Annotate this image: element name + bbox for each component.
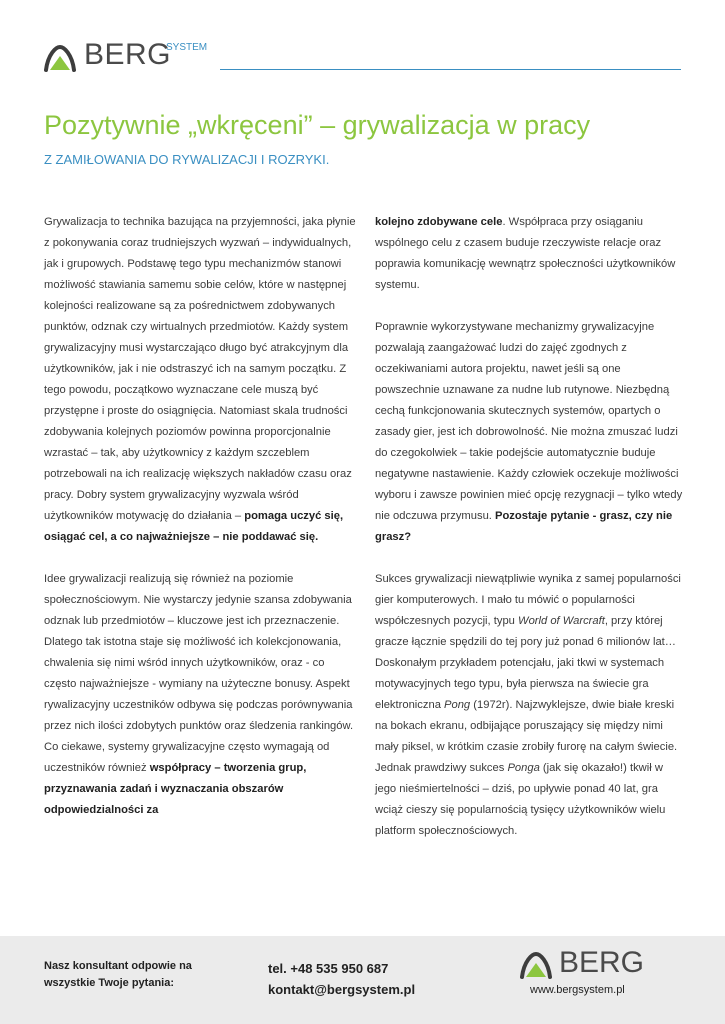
website-link[interactable]: www.bergsystem.pl: [530, 984, 625, 996]
paragraph: kolejno zdobywane cele. Współpraca przy osiąganiu wspólnego celu z czasem buduje rzeczywiste relacje oraz poprawia komunikację wewnątrz społeczności użytkowników systemu.: [375, 216, 676, 291]
paragraph: Idee grywalizacji realizują się również na poziomie społecznościowym. Nie wystarczy jedynie szansa zdobywania odznak lub przedmiotów – kluczowe jest ich przeznaczenie. Dlatego tak istotna staje się możliwość ich kolekcjonowania, chwalenia się nimi wśród innych użytkowników, oraz - co często najważniejsze - wymiany na użyteczne bonusy. Aspekt rywalizacyjny uczestników odbywa się podczas porównywania przez nich ilości zdobytych punktów oraz śledzenia rankingów. Co ciekawe, systemy grywalizacyjne często wymagają od uczestników również współpracy – tworzenia grup, przyznawania zadań i wyznaczania obszarów odpowiedzialności za: [44, 573, 354, 816]
footer-logo-name: BERG: [559, 946, 645, 979]
article-column-right: [375, 212, 685, 863]
header-divider: [220, 69, 681, 70]
page-footer: [0, 936, 725, 1024]
paragraph: Grywalizacja to technika bazująca na przyjemności, jaka płynie z pokonywania coraz trudniejszych wyzwań – indywidualnych, jak i grupowych. Podstawę tego typu mechanizmów stanowi możliwość stawiania samemu sobie celów, które w następnej kolejności realizowane są za pośrednictwem zdobywanych punktów, odznak czy wirtualnych przedmiotów. Każdy system grywalizacyjny musi wystarczająco długo być atrakcyjnym dla użytkowników, jak i nie odstraszyć ich na samym początku. Z tego powodu, początkowo wyznaczane cele muszą być przystępne i proste do osiągnięcia. Natomiast skala trudności zdobywania kolejnych poziomów powinna proporcjonalnie wzrastać – tak, aby użytkownicy z każdym szczeblem potrzebowali na ich realizację większych nakładów czasu oraz pracy. Dobry system grywalizacyjny wyzwala wśród użytkowników motywację do działania – pomaga uczyć się, osiągać cel, a co najważniejsze – nie poddawać się.: [44, 216, 356, 543]
mountain-arc-icon: [520, 951, 552, 979]
page-subtitle: Z ZAMIŁOWANIA DO RYWALIZACJI I ROZRYKI.: [44, 152, 330, 167]
footer-contact: [268, 958, 415, 1000]
paragraph: Sukces grywalizacji niewątpliwie wynika z samej popularności gier komputerowych. I mało tu mówić o popularności współczesnych pozycji, typu World of Warcraft, przy której gracze łącznie spędzili do tej pory już ponad 6 milionów lat… Doskonałym przykładem potencjału, jaki tkwi w systemach motywacyjnych tego typu, była pierwsza na świecie gra elektroniczna Pong (1972r). Najzwyklejsze, dwie białe kreski na bokach ekranu, odbijające poruszający się między nimi mały piksel, w krótkim czasie zrobiły furorę na całym świecie. Jednak prawdziwy sukces Ponga (jak się okazało!) tkwił w jego nieśmiertelności – dziś, po upływie ponad 40 lat, gra wciąż cieszy się popularnością tysięcy użytkowników wielu platform społecznościowych.: [375, 573, 681, 837]
footer-question: Nasz konsultant odpowie na wszystkie Twoje pytania:: [44, 960, 192, 989]
page-title: Pozytywnie „wkręceni” – grywalizacja w pracy: [44, 110, 591, 140]
page-header: [44, 38, 684, 78]
logo-name: BERG: [84, 38, 172, 71]
logo-subtitle: SYSTEM: [166, 42, 208, 53]
phone-number[interactable]: tel. +48 535 950 687: [268, 961, 389, 976]
mountain-arc-icon: [44, 44, 76, 72]
email-link[interactable]: kontakt@bergsystem.pl: [268, 982, 416, 997]
article-column-left: [44, 212, 356, 842]
paragraph: Poprawnie wykorzystywane mechanizmy grywalizacyjne pozwalają zaangażować ludzi do zajęć zgodnych z oczekiwaniami autora projektu, nawet jeśli są one powszechnie uznawane za nudne lub rutynowe. Niezbędną cechą funkcjonowania skutecznych systemów, opartych o zasady gier, jest ich dobrowolność. Nie można zmuszać ludzi do czegokolwiek – takie podejście automatycznie buduje negatywne nastawienie. Każdy człowiek oczekuje możliwości wyboru i zawsze powinien mieć opcję rezygnacji – tylko wtedy nie odczuwa przymusu. Pozostaje pytanie - grasz, czy nie grasz?: [375, 321, 683, 543]
